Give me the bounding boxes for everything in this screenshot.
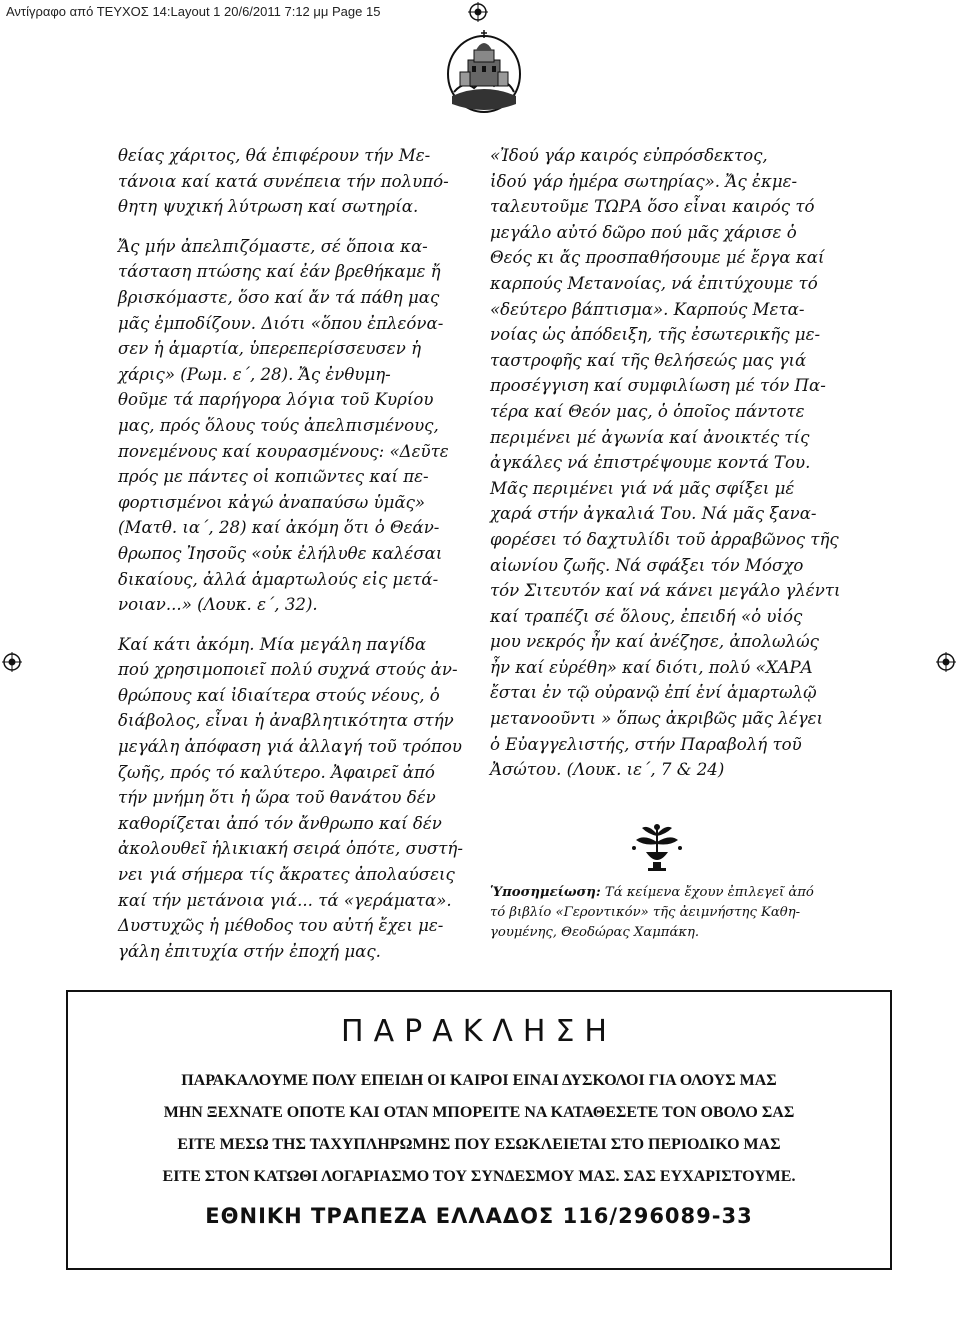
notice-line: ΕΙΤΕ ΜΕΣΩ ΤΗΣ ΤΑΧΥΠΛΗΡΩΜΗΣ ΠΟΥ ΕΣΩΚΛΕΙΕΤΑΙ ΣΤΟ ΠΕΡΙΟΔΙΚΟ ΜΑΣ — [177, 1136, 781, 1153]
text-line: καί τήν μετάνοια γιά... τά «γεράματα». — [118, 890, 452, 910]
text-line: «δεύτερο βάπτισμα». Καρπούς Μετα- — [490, 299, 805, 319]
text-line: φορέσει τό δαχτυλίδι τοῦ ἀρραβῶνος τῆς — [490, 529, 839, 549]
text-line: μου νεκρός ἦν καί ἀνέζησε, ἀπολωλώς — [490, 632, 819, 652]
text-line: ἀγκάλες νά ἐπιστρέψουμε κοντά Του. — [490, 453, 811, 473]
footnote-line: τό βιβλίο «Γεροντικόν» τῆς ἀειμνήστης Καθη- — [490, 905, 801, 920]
text-line: διάβολος, εἶναι ἡ ἀναβλητικότητα στήν — [118, 711, 454, 731]
text-line: τάσταση πτώσης καί ἐάν βρεθήκαμε ἤ — [118, 262, 441, 282]
text-line: βρισκόμαστε, ὅσο καί ἄν τά πάθη μας — [118, 287, 440, 307]
text-line: πού χρησιμοποιεῖ πολύ συχνά στούς ἀν- — [118, 660, 458, 680]
text-line: ἰδού γάρ ἡμέρα σωτηρίας». Ἄς ἐκμε- — [490, 171, 798, 191]
text-line: χαρά στήν ἀγκαλιά Του. Νά μᾶς ξανα- — [490, 504, 817, 524]
text-line: θείας χάριτος, θά ἐπιφέρουν τήν Με- — [118, 146, 431, 165]
text-line: τήν μνήμη ὅτι ἡ ὥρα τοῦ θανάτου δέν — [118, 788, 436, 808]
text-line: καθορίζεται ἀπό τόν ἄνθρωπο καί δέν — [118, 813, 442, 833]
text-line: τάνοια καί κατά συνέπεια τήν πολυπό- — [118, 171, 449, 191]
footnote — [490, 883, 846, 943]
text-line: νοιαν...» (Λουκ. ε΄, 32). — [118, 595, 318, 615]
text-line: ταλευτοῦμε ΤΩΡΑ ὅσο εἶναι καιρός τό — [490, 197, 815, 217]
text-line: δικαίους, ἀλλά ἁμαρτωλούς εἰς μετά- — [118, 569, 439, 589]
text-line: Δυστυχῶς ἡ μέθοδος του αὐτή ἔχει με- — [118, 916, 444, 936]
text-line: θρώπους καί ἰδιαίτερα στούς νέους, ὁ — [118, 685, 440, 705]
registration-mark-icon — [936, 652, 956, 672]
text-line: Καί κάτι ἀκόμη. Μία μεγάλη παγίδα — [118, 634, 427, 654]
text-line: ταστροφῆς καί τῆς θελήσεώς μας γιά — [490, 350, 807, 370]
left-column — [118, 143, 463, 964]
footnote-line: γουμένης, Θεοδώρας Χαμπάκη. — [490, 925, 700, 940]
text-line: ἔσται ἐν τῷ οὐρανῷ ἐπί ἑνί ἁμαρτωλῷ — [490, 683, 817, 703]
text-line: θρωπος Ἰησοῦς «οὐκ ἐλήλυθε καλέσαι — [118, 543, 443, 563]
text-line: καί τραπέζι σέ ὅλους, ἐπειδή «ὁ υἱός — [490, 606, 803, 626]
monastery-vignette-icon — [444, 22, 524, 118]
text-line: ὁ Εὐαγγελιστής, στήν Παραβολή τοῦ — [490, 734, 802, 754]
footnote-label: Ὑποσημείωση: — [490, 885, 601, 900]
registration-mark-icon — [468, 2, 488, 22]
text-line: περιμένει μέ ἀγωνία καί ἀνοικτές τίς — [490, 427, 810, 447]
text-line: πονεμένους καί κουρασμένους: «Δεῦτε — [118, 441, 449, 461]
text-line: ἦν καί εὑρέθη» καί διότι, πολύ «ΧΑΡΑ — [490, 657, 813, 677]
registration-mark-icon — [2, 652, 22, 672]
text-line: νοίας ὡς ἀπόδειξη, τῆς ἐσωτερικῆς με- — [490, 325, 821, 345]
notice-title: ΠΑΡΑΚΛΗΣΗ — [341, 1014, 617, 1049]
text-line: χάρις» (Ρωμ. ε΄, 28). Ἄς ἐνθυμη- — [118, 364, 391, 384]
text-line: μᾶς ἐμποδίζουν. Διότι «ὅπου ἐπλεόνα- — [118, 313, 444, 333]
text-line: τέρα καί Θεόν μας, ὁ ὁποῖος πάντοτε — [490, 401, 805, 421]
text-line: πρός με πάντες οἱ κοπιῶντες καί πε- — [118, 467, 429, 487]
text-line: γάλη ἐπιτυχία στήν ἐποχή μας. — [118, 941, 381, 961]
paragraph-gap — [118, 618, 458, 632]
donation-notice-box — [66, 990, 892, 1270]
text-line: ζωῆς, πρός τό καλύτερο. Ἀφαιρεῖ ἀπό — [118, 762, 435, 782]
text-line: προσέγγιση καί συμφιλίωση μέ τόν Πα- — [490, 376, 826, 396]
text-line: καρπούς Μετανοίας, νά ἐπιτύχουμε τό — [490, 273, 818, 293]
text-line: μεγάλη ἀπόφαση γιά ἀλλαγή τοῦ τρόπου — [118, 737, 462, 757]
text-line: (Ματθ. ια΄, 28) καί ἀκόμη ὅτι ὁ Θεάν- — [118, 518, 440, 538]
text-line: μεγάλο αὐτό δῶρο πού μᾶς χάρισε ὁ — [490, 222, 797, 242]
paragraph-gap — [118, 220, 458, 234]
text-line: αἰωνίου ζωῆς. Νά σφάξει τόν Μόσχο — [490, 555, 804, 575]
text-line: θητη ψυχική λύτρωση καί σωτηρία. — [118, 197, 419, 217]
text-line: σεν ἡ ἁμαρτία, ὑπερεπερίσσευσεν ἡ — [118, 339, 422, 359]
notice-line: ΕΙΤΕ ΣΤΟΝ ΚΑΤΩΘΙ ΛΟΓΑΡΙΑΣΜΟ ΤΟΥ ΣΥΝΔΕΣΜΟΥ ΜΑΣ. ΣΑΣ ΕΥΧΑΡΙΣΤΟΥΜΕ. — [162, 1168, 796, 1185]
right-column — [490, 143, 846, 783]
notice-line: ΠΑΡΑΚΑΛΟΥΜΕ ΠΟΛΥ ΕΠΕΙΔΗ ΟΙ ΚΑΙΡΟΙ ΕΙΝΑΙ ΔΥΣΚΟΛΟΙ ΓΙΑ ΟΛΟΥΣ ΜΑΣ — [181, 1072, 777, 1089]
text-line: τόν Σιτευτόν καί νά κάνει μεγάλο γλέντι — [490, 581, 841, 601]
text-line: ἀκολουθεῖ ἡλικιακή σειρά ὁπότε, συστή- — [118, 839, 463, 859]
text-line: θοῦμε τά παρήγορα λόγια τοῦ Κυρίου — [118, 390, 434, 410]
notice-line: ΜΗΝ ΞΕΧΝΑΤΕ ΟΠΟΤΕ ΚΑΙ ΟΤΑΝ ΜΠΟΡΕΙΤΕ ΝΑ ΚΑΤΑΘΕΣΕΤΕ ΤΟΝ ΟΒΟΛΟ ΣΑΣ — [163, 1104, 795, 1121]
bank-account: ΕΘΝΙΚΗ ΤΡΑΠΕΖΑ ΕΛΛΑΔΟΣ 116/296089-33 — [205, 1204, 753, 1228]
text-line: μας, πρός ὅλους τούς ἀπελπισμένους, — [118, 415, 439, 435]
text-line: μετανοοῦντι » ὅπως ἀκριβῶς μᾶς λέγει — [490, 709, 824, 729]
text-line: Θεός κι ἄς προσπαθήσουμε μέ ἔργα καί — [490, 248, 825, 268]
flower-vase-ornament-icon — [628, 822, 686, 872]
text-line: νει γιά σήμερα τίς ἄκρατες ἀπολαύσεις — [118, 865, 455, 885]
text-line: «Ἰδού γάρ καιρός εὐπρόσδεκτος, — [490, 146, 768, 165]
text-line: φορτισμένοι κἀγώ ἀναπαύσω ὑμᾶς» — [118, 492, 426, 512]
text-line: Ἄς μήν ἀπελπιζόμαστε, σέ ὅποια κα- — [118, 236, 428, 256]
text-line: Μᾶς περιμένει γιά νά μᾶς σφίξει μέ — [490, 478, 795, 498]
footnote-line: Τά κείμενα ἔχουν ἐπιλεγεῖ ἀπό — [600, 885, 814, 900]
print-slug: Αντίγραφο από ΤΕΥΧΟΣ 14:Layout 1 20/6/2011 7:12 μμ Page 15 — [6, 4, 381, 19]
text-line: Ἀσώτου. (Λουκ. ιε΄, 7 & 24) — [490, 760, 725, 780]
